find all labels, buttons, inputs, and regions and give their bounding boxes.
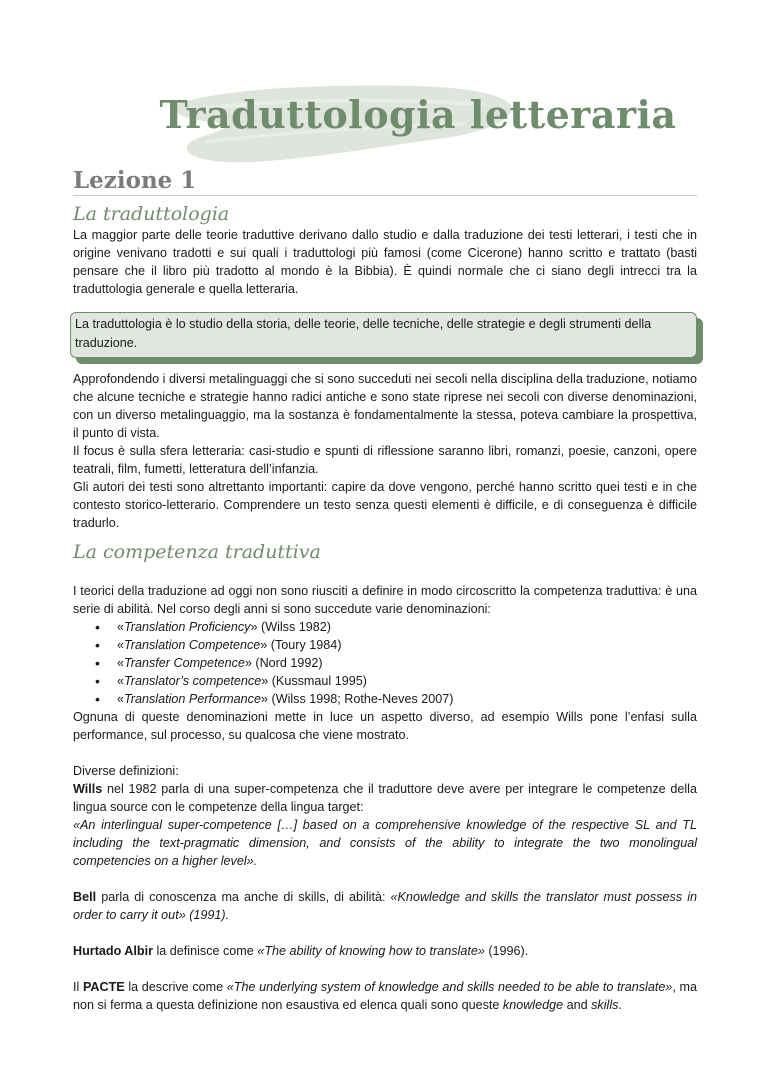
quote-wills: [73, 816, 697, 870]
term-ref: (Wilss 1982): [257, 620, 331, 634]
wills-text: nel 1982 parla di una super-competenza che il traduttore deve avere per integrare le competenze della lingua source con le competenze della lingua target:: [73, 782, 697, 814]
pacte-quote: «The underlying system of knowledge and skills needed to be able to translate»: [226, 980, 673, 994]
bell-quote: «Knowledge and skills the translator must possess in order to carry it out» (1991).: [73, 890, 698, 922]
author-hurtado: Hurtado Albir: [73, 944, 153, 958]
section-heading-traduttologia: La traduttologia: [73, 203, 230, 225]
paragraph-bell: [73, 888, 697, 924]
paragraph-intro: La maggior parte delle teorie traduttive derivano dallo studio e dalla traduzione dei testi letterari, i testi che in origine venivano tradotti e sui quali i traduttologi più famosi (come Cicerone) hanno scritto e trattato (basti pensare che il libro più tradotto al mondo è la Bibbia). È quindi normale che ci siano degli intrecci tra la traduttologia generale e quella letteraria.: [73, 228, 697, 296]
pacte-and: and: [563, 998, 592, 1012]
list-item: • «Translation Competence» (Toury 1984): [117, 636, 697, 654]
list-item: • «Translation Performance» (Wilss 1998; Rothe-Neves 2007): [117, 690, 697, 708]
author-wills: Wills: [73, 782, 103, 796]
hurtado-quote: «The ability of knowing how to translate»: [257, 944, 485, 958]
pacte-text: la descrive come: [124, 980, 227, 994]
wills-quote: «An interlingual super-competence […] based on a comprehensive knowledge of the respective SL and TL including the text-pragmatic dimension, and consists of the ability to integrate the two monolingual competencies on a higher level».: [73, 818, 697, 868]
hurtado-year: (1996).: [484, 944, 529, 958]
list-item: • «Translation Proficiency» (Wilss 1982): [117, 618, 697, 636]
spacer: [73, 924, 697, 942]
title-area: [73, 0, 697, 168]
paragraph-autori: Gli autori dei testi sono altrettanto importanti: capire da dove vengono, perché hanno scritto quei testi e in che contesto storico-letterario. Comprendere un testo senza questi elementi è difficile, e di conseguenza è difficile tradurlo.: [73, 480, 697, 530]
hurtado-text: la definisce come: [153, 944, 258, 958]
term-name: Transfer Competence: [124, 656, 245, 670]
paragraph-hurtado: [73, 942, 697, 960]
pacte-pre: Il: [73, 980, 83, 994]
pacte-knowledge: knowledge: [502, 998, 564, 1012]
term-ref: (Kussmaul 1995): [268, 674, 367, 688]
denominations-list: [73, 618, 697, 708]
spacer: [73, 960, 697, 978]
author-pacte: PACTE: [82, 980, 125, 994]
term-name: Translation Performance: [124, 692, 261, 706]
bell-text: parla di conoscenza ma anche di skills, di abilità:: [96, 890, 391, 904]
list-item: • «Translator’s competence» (Kussmaul 1995): [117, 672, 697, 690]
pacte-rest: , ma non si ferma a questa definizione non esaustiva ed elenca quali sono queste: [73, 980, 698, 1012]
spacer: [73, 564, 697, 582]
definition-text: La traduttologia è lo studio della storia, delle teorie, delle tecniche, delle strategie e degli strumenti della traduzione.: [75, 317, 652, 350]
definition-callout: [70, 312, 697, 358]
definitions-label: Diverse definizioni:: [73, 764, 179, 778]
document-title: Traduttologia letteraria: [159, 92, 677, 137]
section-heading-competenza: La competenza traduttiva: [73, 541, 321, 563]
pacte-skills: skills: [591, 998, 619, 1012]
term-name: Translation Competence: [124, 638, 261, 652]
term-ref: (Toury 1984): [267, 638, 342, 652]
paragraph-pacte: [73, 978, 697, 1014]
author-bell: Bell: [73, 890, 97, 904]
paragraph-focus: Il focus è sulla sfera letteraria: casi-studio e spunti di riflessione saranno libri, romanzi, poesie, canzoni, opere teatrali, film, fumetti, letteratura dell’infanzia.: [73, 444, 697, 476]
spacer: [73, 870, 697, 888]
term-ref: (Nord 1992): [251, 656, 323, 670]
list-item: • «Transfer Competence» (Nord 1992): [117, 654, 697, 672]
pacte-end: .: [618, 998, 622, 1012]
term-name: Translation Proficiency: [124, 620, 251, 634]
term-ref: (Wilss 1998; Rothe-Neves 2007): [268, 692, 454, 706]
paragraph-wills: [73, 780, 697, 816]
paragraph-metalinguaggi: Approfondendo i diversi metalinguaggi che si sono succeduti nei secoli nella disciplina della traduzione, notiamo che alcune tecniche e strategie hanno radici antiche e sono state riprese nei secoli con diverse denominazioni, con un diverso metalinguaggio, ma la sostanza è fondamentalmente la stessa, poteva cambiare la prospettiva, il punto di vista.: [73, 372, 697, 440]
lesson-heading: Lezione 1: [73, 168, 697, 196]
term-name: Translator’s competence: [124, 674, 262, 688]
paragraph-competenza-intro: I teorici della traduzione ad oggi non sono riusciti a definire in modo circoscritto la competenza traduttiva: è una serie di abilità. Nel corso degli anni si sono succedute varie denominazioni:: [73, 584, 697, 616]
spacer: [73, 744, 697, 762]
document-page: [73, 0, 697, 1014]
paragraph-denominazioni: Ognuna di queste denominazioni mette in luce un aspetto diverso, ad esempio Wills pone l’enfasi sulla performance, sul processo, su qualcosa che viene mostrato.: [73, 710, 697, 742]
